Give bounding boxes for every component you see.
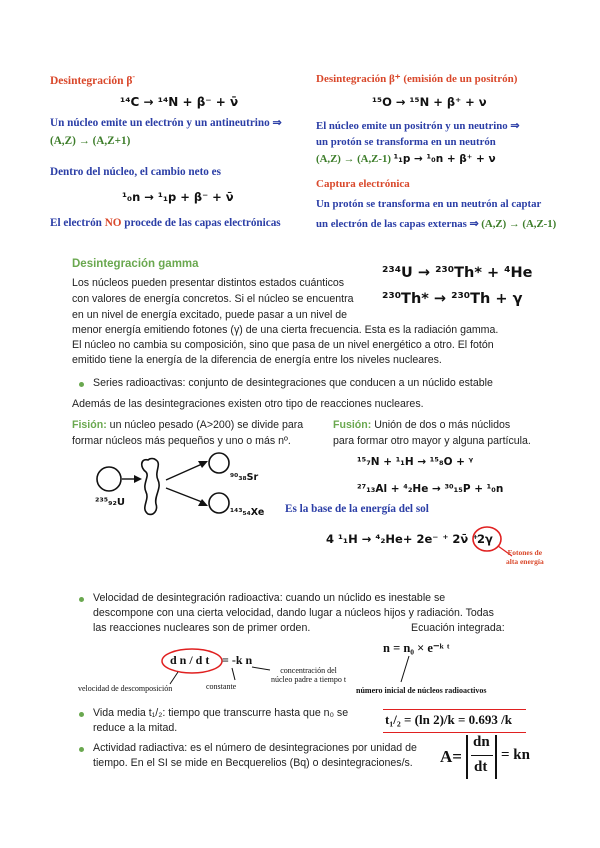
bullet-dot	[79, 747, 84, 752]
beta-plus-line1: El núcleo emite un positrón y un neutrino ⇒	[316, 120, 520, 132]
gamma-title: Desintegración gamma	[72, 258, 199, 270]
fraction-bar	[471, 755, 493, 756]
gamma-equation-1: ²³⁴U → ²³⁰Th* + ⁴He	[382, 265, 533, 281]
gamma-equation-2: ²³⁰Th* → ²³⁰Th + γ	[382, 291, 523, 307]
gamma-paragraph-line6: emitido tiene la energía de la diferencia de energía entre los niveles nucleares.	[72, 354, 442, 366]
bullet-dot	[79, 712, 84, 717]
fusion-equation-1: ¹⁵₇N + ¹₁H → ¹⁵₈O + ᵞ	[357, 456, 474, 468]
capture-line1: Un protón se transforma en un neutrón al captar	[316, 198, 542, 210]
beta-plus-line3: (A,Z) → (A,Z-1) ¹₁p → ¹₀n + β⁺ + ν	[316, 153, 496, 165]
uranium-label: ²³⁵₉₂U	[95, 497, 126, 508]
abs-bar-left	[466, 735, 468, 779]
fusion-equation-2: ²⁷₁₃Al + ⁴₂He → ³⁰₁₅P + ¹₀n	[357, 483, 504, 495]
halflife-underline-bottom	[383, 732, 526, 733]
xenon-label: ¹⁴³₅₄Xe	[230, 507, 265, 518]
bullet-dot	[79, 597, 84, 602]
rate-equation-rhs: = -k n	[222, 653, 253, 667]
speed-annotation: velocidad de descomposición	[78, 684, 173, 693]
bullet-dot	[79, 382, 84, 387]
fission-line2: formar núcleos más pequeños y uno o más nº.	[72, 435, 291, 447]
velocity-line3: las reacciones nucleares son de primer orden.	[93, 622, 311, 634]
activity-A: A=	[440, 747, 462, 766]
activity-line2: tiempo. En el SI se mide en Becquerelios (Bq) o desintegraciones/s.	[93, 757, 413, 769]
beta-plus-line2: un protón se transforma en un neutrón	[316, 136, 496, 148]
uranium-nucleus	[97, 467, 121, 491]
beta-plus-equation: ¹⁵O → ¹⁵N + β⁺ + ν	[372, 95, 487, 109]
electron-origin-note: El electrón NO procede de las capas electrónicas	[50, 217, 281, 229]
reactions-note: Además de las desintegraciones existen otro tipo de reacciones nucleares.	[72, 398, 424, 410]
halflife-underline-top	[383, 709, 526, 710]
beta-minus-line2: (A,Z) → (A,Z+1)	[50, 135, 131, 147]
rate-equation: d n / d t	[170, 653, 210, 667]
gamma-paragraph-line4: menor energía emitiendo fotones (γ) de una cierta frecuencia. Esta es la radiación gamma.	[72, 324, 499, 336]
xenon-nucleus	[209, 493, 229, 513]
initial-annotation-line	[395, 654, 415, 686]
gamma-paragraph-line3: en un nivel de energía excitado, puede pasar a un nivel de	[72, 309, 348, 321]
velocity-line1: Velocidad de desintegración radioactiva: cuando un núclido es inestable se	[93, 592, 446, 604]
halflife-equation: t₁/₂ = (ln 2)/k = 0.693 /k	[385, 712, 512, 727]
constant-annotation: constante	[206, 682, 237, 691]
fission-label: Fisión:	[72, 419, 107, 431]
arrow-head-icon	[198, 499, 208, 506]
abs-bar-right	[495, 735, 497, 779]
sun-gamma: 2γ	[477, 532, 493, 546]
activity-numerator: dn	[473, 734, 490, 750]
fusion-line2: para formar otro mayor y alguna partícula.	[333, 435, 531, 447]
beta-minus-neutron-equation: ¹₀n → ¹₁p + β⁻ + ν̄	[122, 190, 234, 204]
activity-denominator: dt	[474, 759, 488, 775]
halflife-line1: Vida media t₁/₂: tiempo que transcurre hasta que n₀ se	[93, 707, 349, 719]
activity-line1: Actividad radiactiva: es el número de desintegraciones por unidad de	[93, 742, 417, 754]
gamma-paragraph-line5: El núcleo no cambia su composición, sino que pasa de un nivel energético a otro. El fotón	[72, 339, 494, 351]
initial-annotation: número inicial de núcleos radioactivos	[356, 686, 487, 695]
gamma-paragraph-line2: con valores de energía concretos. Si el núcleo se encuentra	[72, 293, 354, 305]
strontium-nucleus	[209, 453, 229, 473]
beta-minus-neutron-note: Dentro del núcleo, el cambio neto es	[50, 166, 222, 178]
strontium-label: ⁹⁰₃₈Sr	[230, 472, 259, 483]
fusion-label: Fusión:	[333, 419, 372, 431]
concentration-annotation: concentración del núcleo padre a tiempo t	[271, 666, 347, 684]
capture-title: Captura electrónica	[316, 178, 410, 190]
fission-line1: Fisión: un núcleo pesado (A>200) se divide para	[72, 419, 304, 431]
electron-no-emphasis: NO	[104, 217, 122, 229]
beta-plus-title: Desintegración β⁺ (emisión de un positrón)	[316, 73, 518, 85]
capture-line2: un electrón de las capas externas ⇒ (A,Z) → (A,Z-1)	[316, 218, 557, 230]
integrated-equation: n = n₀ × e⁻ᵏ ᵗ	[383, 641, 450, 655]
activity-rhs: = kn	[501, 747, 530, 763]
halflife-line2: reduce a la mitad.	[93, 722, 178, 734]
series-bullet: Series radioactivas: conjunto de desintegraciones que conducen a un núclido estable	[93, 377, 493, 389]
arrow-head-icon	[134, 475, 142, 483]
splitting-nucleus	[142, 459, 159, 515]
integrated-equation-label: Ecuación integrada:	[411, 622, 505, 634]
beta-minus-equation: ¹⁴C → ¹⁴N + β⁻ + ν̄	[120, 95, 239, 109]
photons-note: Fotones de alta energía	[506, 548, 544, 566]
beta-minus-line1: Un núcleo emite un electrón y un antineutrino ⇒	[50, 117, 282, 129]
sun-energy-title: Es la base de la energía del sol	[285, 503, 429, 515]
gamma-paragraph-line1: Los núcleos pueden presentar distintos estados cuánticos	[72, 277, 345, 289]
fusion-line1: Fusión: Unión de dos o más núclidos	[333, 419, 511, 431]
beta-minus-title: Desintegración β-	[50, 72, 136, 87]
sun-equation: 4 ¹₁H → ⁴₂He+ 2e⁻ ⁺ 2ν̄ ⁺	[326, 532, 479, 546]
velocity-line2: descompone con una cierta velocidad, dando lugar a núcleos hijos y radiación. Todas	[93, 607, 494, 619]
